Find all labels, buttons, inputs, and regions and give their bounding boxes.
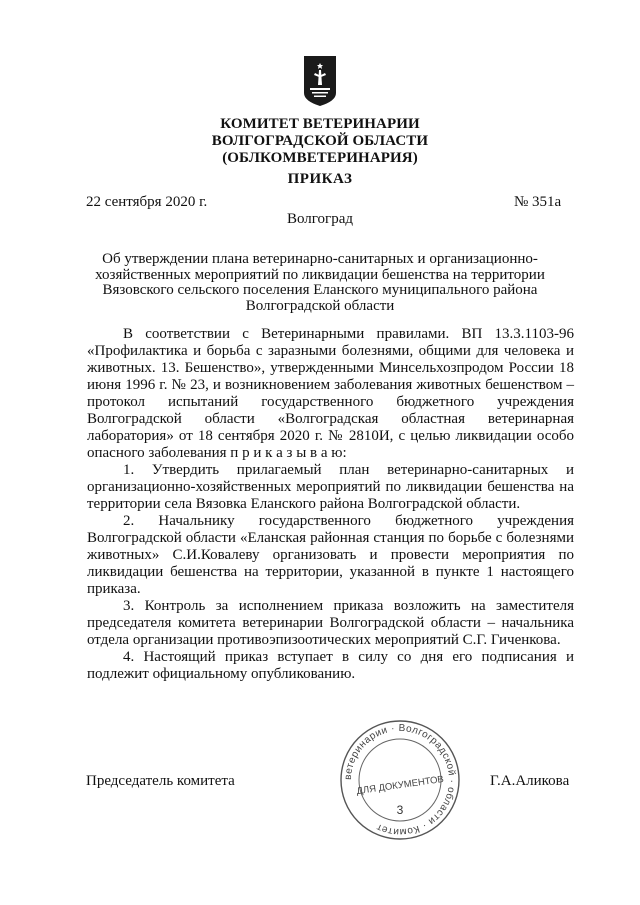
subject-line: Об утверждении плана ветеринарно-санитарных и организационно- bbox=[102, 251, 538, 267]
stamp-ring-text: ветеринарии · Волгоградской · области · Комитет bbox=[342, 722, 458, 838]
org-name-line1: КОМИТЕТ ВЕТЕРИНАРИИ bbox=[220, 116, 420, 132]
subject-line: хозяйственных мероприятий по ликвидации бешенства на территории bbox=[95, 266, 545, 283]
document-city: Волгоград bbox=[286, 211, 353, 227]
order-item-2: 2. Начальнику государственного бюджетного учреждения Волгоградской области «Еланская районная станция по борьбе с болезнями животных» С.И.Ковалеву организовать и провести мероприятия по ликвидации бешенства на территории, указанной в пункте 1 настоящего приказа. bbox=[87, 513, 574, 597]
order-item-1: 1. Утвердить прилагаемый план ветеринарно-санитарных и организационно-хозяйственных мероприятий по ликвидации бешенства на территории села Вязовка Еланского района Волгоградской области. bbox=[87, 462, 574, 512]
subject-line: Волгоградской области bbox=[245, 297, 395, 314]
order-item-3: 3. Контроль за исполнением приказа возложить на заместителя председателя комитета ветеринарии Волгоградской области – начальника отдела организации противоэпизоотических мероприятий С.Г. Гиченкова. bbox=[87, 598, 574, 648]
signatory-name: Г.А.Аликова bbox=[490, 773, 570, 789]
org-name-line3: (ОБЛКОМВЕТЕРИНАРИЯ) bbox=[222, 150, 418, 166]
order-item-4: 4. Настоящий приказ вступает в силу со дня его подписания и подлежит официальному опубликованию. bbox=[87, 649, 574, 682]
signatory-title: Председатель комитета bbox=[86, 773, 235, 789]
document-type: ПРИКАЗ bbox=[287, 171, 353, 187]
coat-of-arms-icon bbox=[303, 55, 337, 107]
preamble-paragraph: В соответствии с Ветеринарными правилами. ВП 13.3.1103-96 «Профилактика и борьба с заразными болезнями, общими для человека и животных. 13. Бешенство», утвержденными Минсельхозпродом России 18 июня 1996 г. № 23, и возникновением заболевания животных бешенством – протокол испытаний государственного бюджетного учреждения Волгоградской области «Волгоградская областная ветеринарная лаборатория» от 18 сентября 2020 г. № 2810И, с целью ликвидации особо опасного заболевания п р и к а з ы в а ю: bbox=[87, 326, 574, 461]
official-stamp bbox=[338, 718, 462, 842]
document-subject bbox=[60, 252, 580, 314]
org-name-line2: ВОЛГОГРАДСКОЙ ОБЛАСТИ bbox=[211, 133, 429, 149]
stamp-number: 3 bbox=[396, 803, 404, 817]
document-body bbox=[87, 326, 574, 683]
subject-line: Вязовского сельского поселения Еланского муниципального района bbox=[102, 282, 538, 298]
document-date: 22 сентября 2020 г. bbox=[86, 194, 208, 210]
document-number: № 351а bbox=[514, 194, 562, 210]
stamp-center-text: ДЛЯ ДОКУМЕНТОВ bbox=[355, 773, 445, 798]
